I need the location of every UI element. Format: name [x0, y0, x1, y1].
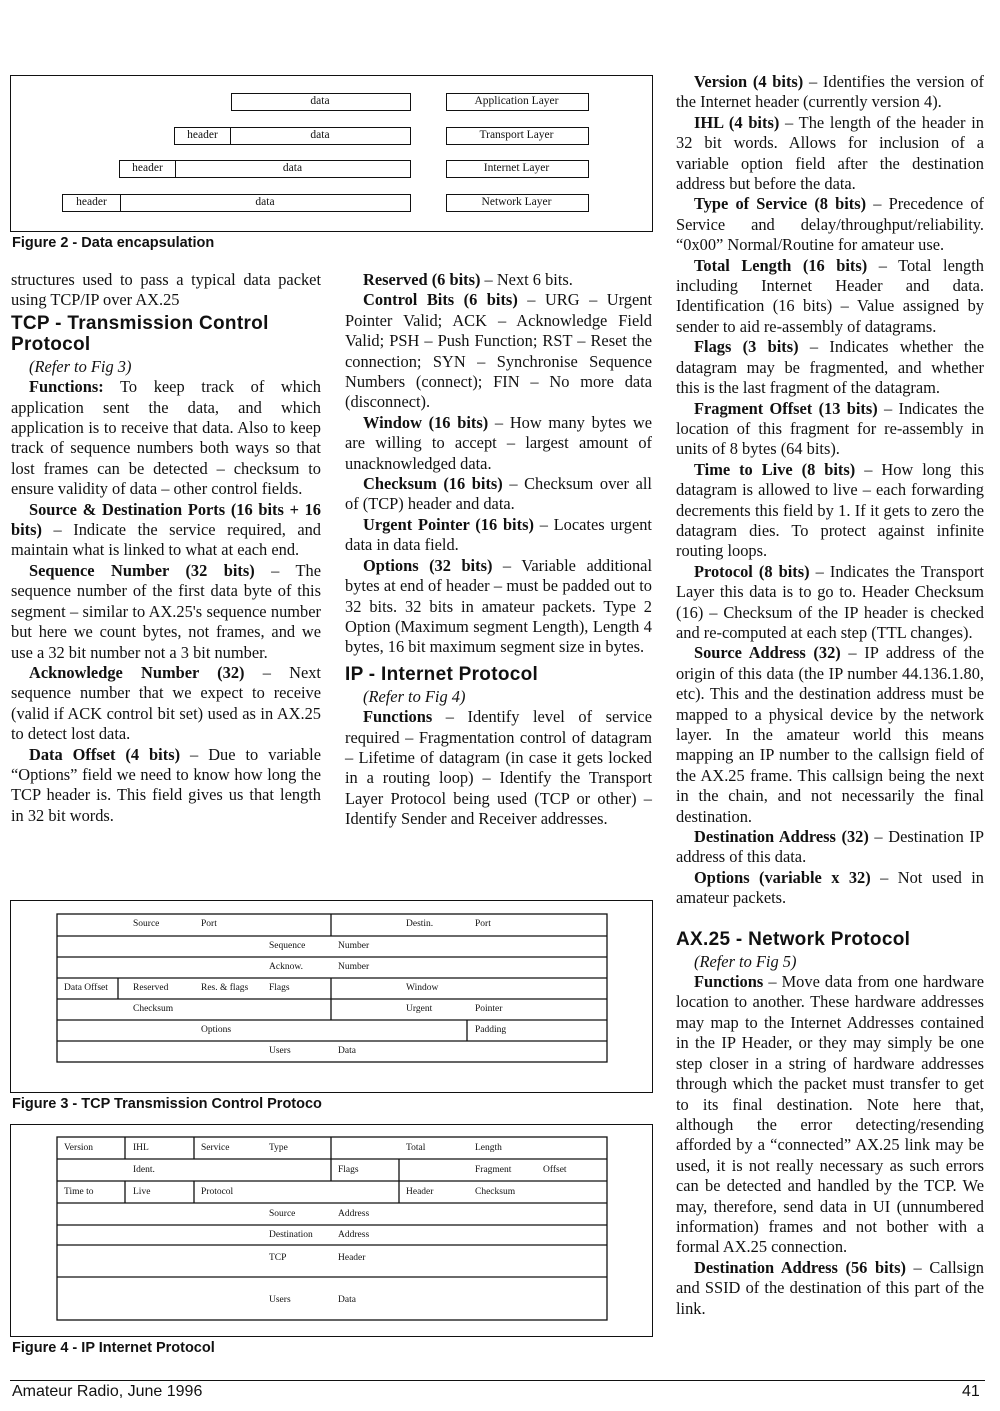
tcp-cell: Port [475, 919, 491, 929]
paragraph: Acknowledge Number (32) – Next sequence number that we expect to receive (valid if ACK control bit set) used as in AX.25 to detect lost data. [11, 662, 321, 744]
tcp-cell: Flags [269, 983, 290, 993]
tcp-cell: Destin. [406, 919, 434, 929]
ip-cell: TCP [269, 1253, 287, 1263]
ip-header-grid [11, 1125, 652, 1336]
enc-row-2 [174, 127, 411, 145]
footer-rule [10, 1380, 985, 1381]
ax25-heading: AX.25 - Network Protocol [676, 928, 911, 950]
enc-data-label: data [310, 95, 330, 107]
tcp-cell: Res. & flags [201, 983, 249, 993]
ip-cell: Type [269, 1143, 288, 1153]
figure-3-caption: Figure 3 - TCP Transmission Control Protoco [12, 1096, 322, 1112]
paragraph: Type of Service (8 bits) – Precedence of Service and delay/throughput/reliability. “0x00” Normal/Routine for amateur use. [676, 194, 984, 255]
enc-row-1 [231, 93, 411, 111]
tcp-cell: Checksum [133, 1004, 174, 1014]
tcp-cell: Padding [475, 1025, 507, 1035]
ip-cell: Ident. [133, 1165, 155, 1175]
figure-2-caption: Figure 2 - Data encapsulation [12, 235, 215, 251]
tcp-refer: (Refer to Fig 3) [29, 356, 132, 376]
figure-4-box [10, 1124, 653, 1337]
tcp-cell: Options [201, 1025, 232, 1035]
paragraph: Destination Address (32) – Destination IP address of this data. [676, 827, 984, 867]
ip-cell: Checksum [475, 1187, 516, 1197]
ip-cell: Offset [543, 1165, 567, 1175]
ip-cell: Length [475, 1143, 502, 1153]
tcp-cell: Data [338, 1046, 356, 1056]
paragraph: Source & Destination Ports (16 bits + 16 bits) – Indicate the service required, and maintain what is linked to what at each end. [11, 499, 321, 560]
tcp-cell: Window [406, 983, 439, 993]
paragraph: Checksum (16 bits) – Checksum over all of (TCP) header and data. [345, 474, 652, 514]
enc-data-label: data [255, 196, 275, 208]
tcp-heading: TCP - Transmission Control Protocol [11, 312, 269, 355]
tcp-cell: Urgent [406, 1004, 433, 1014]
paragraph: Urgent Pointer (16 bits) – Locates urgent data in data field. [345, 514, 652, 555]
enc-divider [230, 128, 231, 144]
enc-header-label: header [132, 162, 163, 174]
ax25-refer: (Refer to Fig 5) [694, 951, 797, 971]
paragraph: Total Length (16 bits) – Total length including Internet Header and data. Identification (16 bits) – Value assigned by sender to aid re-assembly of datagrams. [676, 255, 985, 336]
layer-application: Application Layer [446, 93, 589, 111]
tcp-cell: Number [338, 962, 370, 972]
paragraph: Protocol (8 bits) – Indicates the Transport Layer this data is to go to. Header Checksum (16) – Checksum of the IP header is checked and re-computed at each step (TTL changes). [676, 561, 984, 642]
paragraph: Options (variable x 32) – Not used in amateur packets. [676, 867, 984, 908]
tcp-cell: Source [133, 919, 160, 929]
ip-cell: Header [406, 1187, 434, 1197]
ip-cell: Flags [338, 1165, 359, 1175]
tcp-cell: Data Offset [64, 983, 108, 993]
ip-cell: Data [338, 1295, 356, 1305]
paragraph: Control Bits (6 bits) – URG – Urgent Pointer Valid; ACK – Acknowledge Field Valid; PSH – Push Function; RST – Reset the connection; SYN – Synchronise Sequence Numbers (connect); FIN – No more data (disconnect). [345, 290, 652, 412]
figure-4-caption: Figure 4 - IP Internet Protocol [12, 1340, 215, 1356]
column-3 [676, 72, 984, 1319]
paragraph: Window (16 bits) – How many bytes we are willing to accept – largest amount of unacknowledged data. [345, 412, 653, 473]
ip-cell: Time to [64, 1187, 94, 1197]
ip-cell: Users [269, 1295, 291, 1305]
ip-cell: Address [338, 1230, 370, 1240]
paragraph: Options (32 bits) – Variable additional bytes at end of header – must be padded out to 32 bits. 32 bits in amateur packets. Type 2 Option (Maximum segment Length), Length 4 bytes, 16 bit maximum segment size in bytes. [345, 555, 653, 657]
paragraph: Functions: To keep track of which application sent the data, and which application is to receive that data. Also to keep track of sequence numbers both ways so that lost frames can be detected – checksum to ensure validity of data – other control fields. [11, 377, 321, 499]
column-1 [11, 270, 321, 826]
tcp-cell: Reserved [133, 983, 169, 993]
layer-internet: Internet Layer [446, 160, 589, 178]
page-number: 41 [962, 1383, 980, 1400]
ip-cell: Service [201, 1143, 230, 1153]
tcp-cell: Users [269, 1046, 291, 1056]
ip-cell: Total [406, 1143, 426, 1153]
paragraph: Functions – Move data from one hardware location to another. These hardware addresses may map to the Internet Addresses contained in the IP Header, or they may simply be one step closer in a string of hardware addresses through which the packet must transfer to get to its final destination. Note here that, although the error detecting/resending afforded by a “connected” AX.25 link may be used, it is not really necessary as such errors can be detected and handled by the TCP. We may, therefore, send data in UI (unnumbered information) frames and not bother with a formal AX.25 connection. [676, 972, 984, 1257]
paragraph: Fragment Offset (13 bits) – Indicates the location of this fragment for re-assembly in units of 8 bytes (64 bits). [676, 398, 984, 459]
figure-2-box [10, 75, 653, 232]
ip-cell: Address [338, 1209, 370, 1219]
enc-divider [120, 195, 121, 211]
paragraph: Data Offset (4 bits) – Due to variable “Options” field we need to know how long the TCP header is. This field gives us that length in 32 bit words. [11, 744, 321, 825]
paragraph: Time to Live (8 bits) – How long this datagram is allowed to live – each forwarding decrements this field by 1. If it gets to zero the datagram dies. To protect against infinite routing loops. [676, 459, 984, 561]
paragraph: Flags (3 bits) – Indicates whether the datagram may be fragmented, and whether this is the last fragment of the datagram. [676, 337, 984, 398]
tcp-header-grid [11, 901, 652, 1092]
tcp-cell: Port [201, 919, 217, 929]
paragraph: Functions – Identify level of service required – Fragmentation control of datagram – Lifetime of datagram (in case it gets locked in a routing loop) – Identify the Transport Layer Protocol being used (TCP or other) – Identify Sender and Receiver addresses. [345, 707, 652, 829]
enc-data-label: data [310, 129, 330, 141]
layer-transport: Transport Layer [446, 127, 589, 145]
ip-cell: Destination [269, 1230, 313, 1240]
ip-heading: IP - Internet Protocol [345, 663, 539, 685]
ip-cell: Live [133, 1187, 151, 1197]
enc-divider [175, 161, 176, 177]
paragraph: Source Address (32) – IP address of the origin of this data (the IP number 44.136.1.80, etc). This and the destination address must be mapped to a physical device by the network layer. In the amateur world this means mapping an IP number to the callsign field of the AX.25 frame. This callsign being the next in the chain, and not necessarily the final destination. [676, 643, 985, 826]
paragraph: Version (4 bits) – Identifies the version of the Internet header (currently version 4). [676, 72, 984, 112]
column-2 [345, 270, 652, 830]
ip-refer: (Refer to Fig 4) [363, 686, 466, 706]
footer-publication: Amateur Radio, June 1996 [12, 1383, 203, 1400]
paragraph: IHL (4 bits) – The length of the header in 32 bit words. Allows for inclusion of a variable option field after the destination address but before the data. [676, 112, 984, 194]
enc-header-label: header [76, 196, 107, 208]
ip-cell: Source [269, 1209, 296, 1219]
tcp-cell: Pointer [475, 1004, 503, 1014]
paragraph: Reserved (6 bits) – Next 6 bits. [363, 270, 573, 289]
ip-cell: Protocol [201, 1187, 234, 1197]
tcp-cell: Sequence [269, 941, 306, 951]
tcp-cell: Number [338, 941, 370, 951]
paragraph: Sequence Number (32 bits) – The sequence number of the first data byte of this segment – similar to AX.25's sequence number but here we count bytes, not frames, and we use a 32 bit number not a 3 bit number. [11, 560, 322, 662]
enc-row-4 [62, 194, 411, 212]
ip-cell: Header [338, 1253, 366, 1263]
ip-cell: IHL [133, 1143, 149, 1153]
tcp-cell: Acknow. [269, 962, 303, 972]
enc-data-label: data [282, 162, 303, 174]
intro-text: structures used to pass a typical data packet using TCP/IP over AX.25 [11, 270, 321, 310]
enc-row-3 [119, 160, 411, 178]
ip-cell: Fragment [475, 1165, 512, 1175]
layer-network: Network Layer [446, 194, 589, 212]
figure-3-box [10, 900, 653, 1093]
ip-cell: Version [64, 1143, 94, 1153]
paragraph: Destination Address (56 bits) – Callsign and SSID of the destination of this part of the link. [676, 1257, 985, 1318]
enc-header-label: header [187, 129, 218, 141]
